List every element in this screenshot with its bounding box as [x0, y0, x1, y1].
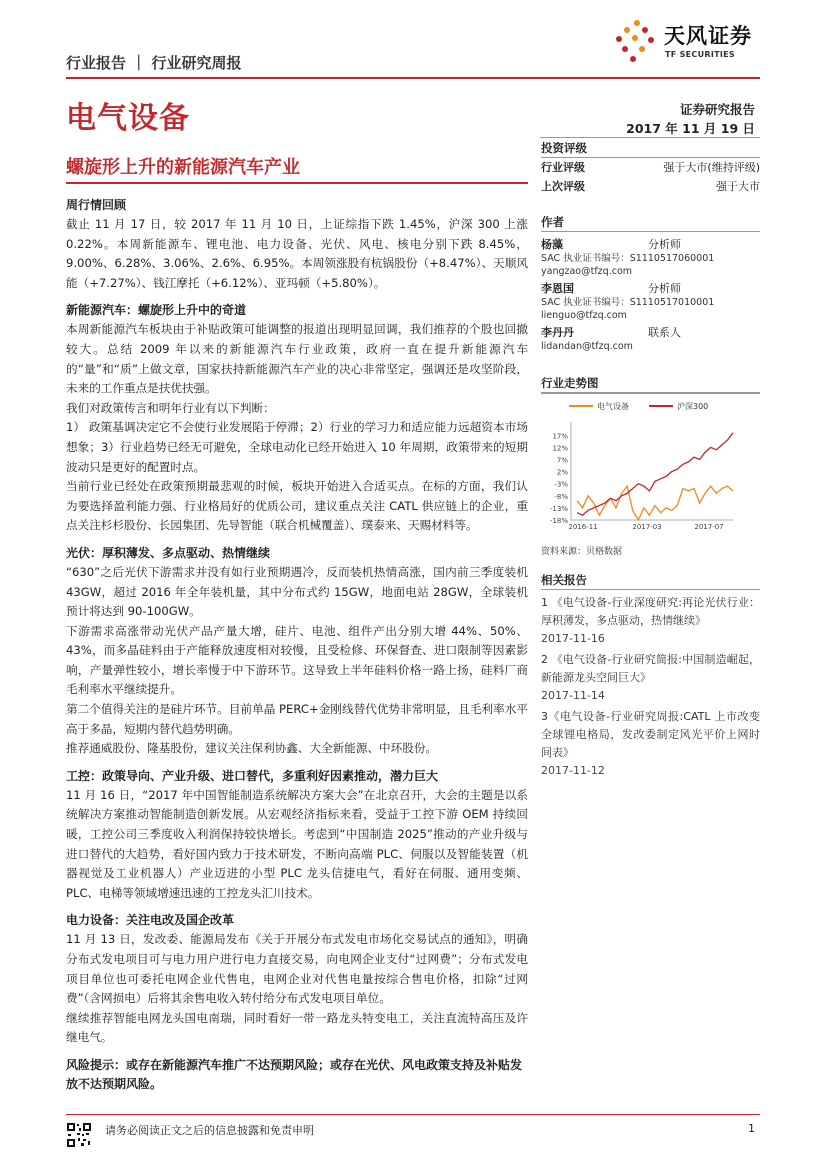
paragraph: 11 月 13 日，发改委、能源局发布《关于开展分布式发电市场化交易试点的通知》，明确分布式发电项目可与电力用户进行电力直接交易，向电网企业支付“过网费”；分布式发电项目单位也可委托电网企业代售电，电网企业对代售电量按综合售电价格，扣除“过网费”（含网损电）后将其余售电收入转付给分布式发电项目单位。 [66, 932, 528, 1006]
author-role: 分析师 [648, 238, 681, 251]
paragraph: 截止 11 月 17 日，较 2017 年 11 月 10 日，上证综指下跌 1.45%，沪深 300 上涨 0.22%。本周新能源车、锂电池、电力设备、光伏、风电、核电分别下跌 8.45%，9.00%、6.28%、3.06%、2.6%、6.95%。本周领涨股有杭锅股份（+8.47%）、天顺风能（+7.27%）、钱江摩托（+6.12%）、亚玛顿（+5.80%）。 [66, 217, 528, 290]
author-email[interactable]: yangzao@tfzq.com [541, 266, 633, 277]
rating-title: 投资评级 [541, 140, 760, 158]
y-tick-label: 2% [556, 468, 568, 477]
y-tick-label: -3% [554, 480, 568, 489]
paragraph: “630”之后光伏下游需求并没有如行业预期遇冷，反而装机热情高涨，国内前三季度装机 43GW，超过 2016 年全年装机量，其中分布式约 15GW，地面电站 28GW，全球装机预计将达到 90-100GW。 [66, 564, 528, 619]
author-name: 李丹丹 [541, 326, 574, 339]
y-tick-label: 12% [552, 444, 568, 453]
paragraph: 1） 政策基调决定它不会使行业发展陷于停滞；2）行业的学习力和适应能力远超资本市场想象；3）行业趋势已经无可避免，全球电动化已经开始进入 10 年周期，政策带来的短期波动只是更好的配置时点。 [66, 420, 528, 474]
section-title: 光伏：厚积薄发、多点驱动、热情继续 [66, 545, 271, 560]
y-tick-label: -13% [549, 504, 568, 513]
report-kind: 证券研究报告 [679, 102, 755, 117]
author-row [541, 325, 760, 340]
y-tick-label: -8% [554, 492, 568, 501]
footer-disclaimer: 请务必阅读正文之后的信息披露和免责申明 [105, 1124, 314, 1137]
rating-panel [541, 140, 760, 196]
author-cert: SAC 执业证书编号：S1110517010001 [541, 297, 715, 308]
x-tick-label: 2016-11 [568, 523, 598, 531]
x-tick-label: 2017-07 [694, 523, 724, 531]
related-panel [541, 572, 760, 780]
paragraph: 我们对政策传言和明年行业有以下判断： [66, 400, 275, 415]
author-role: 联系人 [648, 326, 681, 339]
author-block [541, 325, 760, 353]
section-title: 工控：政策导向、产业升级、进口替代，多重利好因素推动，潜力巨大 [66, 768, 439, 783]
qr-code-icon [66, 1122, 92, 1148]
related-report-date: 2017-11-14 [541, 689, 605, 702]
author-cert: SAC 执业证书编号：S1110517060001 [541, 253, 715, 264]
paragraph: 11 月 16 日，“2017 年中国智能制造系统解决方案大会”在北京召开，大会的主题是以系统解决方案推动智能制造创新发展。从宏观经济指标来看，受益于工控下游 OEM 持续回暖，工控公司三季度收入利润保持较快增长。考虑到“中国制造 2025”推动的产业升级与进口替代的大趋势，看好国内致力于技术研发，不断向高端 PLC、伺服以及智能装置（机器视觉及工业机器人）产业迈进的小型 PLC 龙头信捷电气，看好在伺服、通用变频、PLC、电梯等领域增速迅速的工控龙头汇川技术。 [66, 787, 528, 900]
rating-row [541, 158, 760, 177]
tf-securities-logo [612, 18, 762, 74]
section-weekly-review [66, 196, 528, 293]
report-headline: 螺旋形上升的新能源汽车产业 [66, 157, 300, 178]
chart-source: 资料来源：贝格数据 [541, 547, 623, 557]
y-tick-label: -18% [549, 517, 568, 525]
authors-panel [541, 214, 760, 353]
author-email[interactable]: lidandan@tfzq.com [541, 341, 633, 352]
paragraph: 继续推荐智能电网龙头国电南瑞，同时看好一带一路龙头特变电工，关注直流特高压及许继电气。 [66, 1010, 528, 1045]
paragraph: 当前行业已经处在政策预期最悲观的时候，板块开始进入合适买点。在标的方面，我们认为要选择盈利能力强、行业格局好的优质公司，建议重点关注 CATL 供应链上的企业，重点关注杉杉股份、长园集团、先导智能（联合机械覆盖）、璞泰来、天赐材料等。 [66, 479, 528, 533]
section-title: 电力设备：关注电改及国企改革 [66, 913, 235, 928]
page-number: 1 [748, 1122, 755, 1135]
section-title: 新能源汽车：螺旋形上升中的奇道 [66, 303, 247, 318]
header-divider [66, 77, 760, 79]
author-block [541, 237, 760, 278]
rating-value: 强于大市(维持评级) [663, 161, 760, 174]
section-power-equipment [66, 911, 528, 1048]
section-pv [66, 544, 528, 759]
trend-chart [541, 393, 760, 533]
series-line-csi300 [577, 433, 733, 515]
trend-title-wrap [541, 375, 760, 393]
related-title: 相关报告 [541, 572, 760, 590]
footer-divider [66, 1114, 760, 1115]
paragraph: 第二个值得关注的是硅片环节。目前单晶 PERC+金刚线替代优势非常明显，且毛利率水平高于多晶，短期内替代趋势明确。 [66, 702, 528, 736]
related-report-text[interactable]: 3《电气设备-行业研究周报:CATL 上市改变全球锂电格局，发改委制定风光平价上网时间表》 [541, 710, 760, 759]
author-name: 杨藻 [541, 238, 563, 251]
rating-key: 上次评级 [541, 180, 585, 193]
related-report-date: 2017-11-16 [541, 632, 605, 645]
paragraph: 下游需求高涨带动光伏产品产量大增，硅片、电池、组件产出分别大增 44%、50%、43%，而多晶硅料由于产能释放速度相对较慢，且受检修、环保督查、进口限制等因素影响，产量弹性较小，增长率慢于中下游环节。这导致上半年硅料价格一路上扬，硅料厂商毛利率水平继续提升。 [66, 623, 528, 697]
related-report-text[interactable]: 1 《电气设备-行业深度研究:再论光伏行业：厚积薄发，多点驱动，热情继续》 [541, 596, 760, 627]
section-industrial-control [66, 767, 528, 904]
related-report[interactable] [541, 651, 760, 705]
section-risk [66, 1056, 528, 1094]
author-block [541, 281, 760, 322]
headline-divider [66, 182, 528, 184]
rating-row [541, 177, 760, 196]
rating-key: 行业评级 [541, 161, 585, 174]
x-tick-label: 2017-03 [632, 523, 662, 531]
related-report[interactable] [541, 594, 760, 648]
brand-name: 天风证券 [664, 24, 752, 48]
rating-value: 强于大市 [716, 180, 760, 193]
legend-label: 电气设备 [597, 402, 629, 411]
author-row [541, 237, 760, 252]
series-line-electrical-equipment [577, 486, 733, 520]
section-nev [66, 301, 528, 536]
report-type-label: 行业报告 ｜ 行业研究周报 [66, 54, 242, 72]
report-date: 2017 年 11 月 19 日 [626, 121, 755, 136]
main-body [66, 196, 528, 1094]
related-report-date: 2017-11-12 [541, 764, 605, 777]
section-title: 周行情回顾 [66, 198, 127, 212]
related-report-text[interactable]: 2 《电气设备-行业研究简报:中国制造崛起，新能源龙头空间巨大》 [541, 653, 760, 684]
related-report[interactable] [541, 708, 760, 780]
author-role: 分析师 [648, 282, 681, 295]
author-email[interactable]: lienguo@tfzq.com [541, 310, 627, 321]
author-row [541, 281, 760, 296]
brand-sub: TF SECURITIES [665, 50, 735, 59]
y-tick-label: 7% [556, 456, 568, 465]
y-tick-label: 17% [552, 432, 568, 441]
author-name: 李恩国 [541, 282, 574, 295]
legend-label: 沪深300 [677, 402, 709, 411]
risk-warning: 风险提示：或存在新能源汽车推广不达预期风险；或存在光伏、风电政策支持及补贴发放不达预期风险。 [66, 1057, 523, 1091]
authors-title: 作者 [541, 214, 760, 232]
trend-chart-svg [541, 394, 760, 534]
paragraph: 本周新能源汽车板块由于补贴政策可能调整的报道出现明显回调，我们推荐的个股也回撤较大。总结 2009 年以来的新能源汽车行业政策，政府一直在提升新能源汽车的“量”和“质”上做文章，国家扶持新能源汽车产业的决心非常坚定，强调还是攻坚阶段，未来的工作重点是扶优扶强。 [66, 322, 528, 396]
paragraph: 推荐通威股份、隆基股份，建议关注保利协鑫、大全新能源、中环股份。 [66, 741, 438, 756]
date-divider [540, 137, 760, 138]
sector-title: 电气设备 [66, 101, 190, 136]
trend-title: 行业走势图 [541, 375, 760, 393]
